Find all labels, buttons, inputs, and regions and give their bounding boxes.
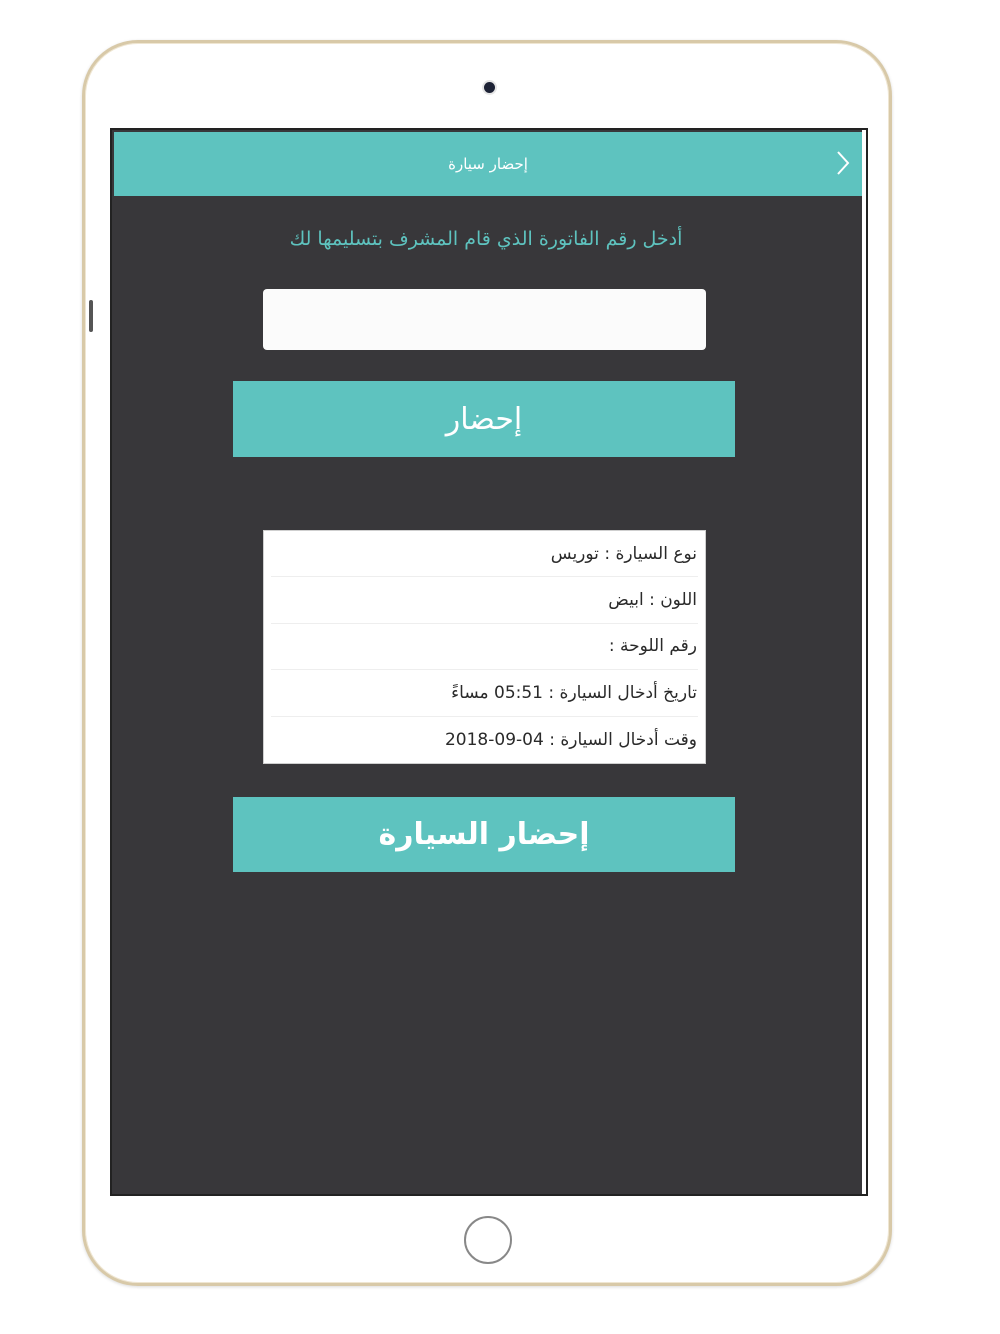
detail-row-entry-date: تاريخ أدخال السيارة : 05:51 مساءً — [271, 670, 698, 716]
camera-icon — [484, 82, 495, 93]
back-button[interactable] — [828, 148, 858, 178]
page-title: إحضار سيارة — [448, 155, 528, 173]
invoice-number-input[interactable] — [263, 289, 706, 350]
car-details-card — [263, 530, 706, 764]
navigation-bar — [114, 132, 862, 196]
detail-row-color: اللون : ابيض — [271, 577, 698, 623]
instruction-text: أدخل رقم الفاتورة الذي قام المشرف بتسليمها لك — [289, 228, 683, 250]
detail-row-entry-time: وقت أدخال السيارة : 04-09-2018 — [444, 729, 697, 750]
detail-row-plate: رقم اللوحة : — [271, 624, 698, 670]
side-button — [89, 300, 93, 332]
app-screen — [110, 128, 868, 1196]
home-button[interactable] — [464, 1216, 512, 1264]
detail-row-car-type: نوع السيارة : توريس — [271, 531, 698, 577]
screen-edge — [862, 130, 866, 1194]
bring-car-button[interactable]: إحضار السيارة — [233, 797, 735, 872]
chevron-right-icon — [836, 150, 850, 176]
fetch-button[interactable]: إحضار — [233, 381, 735, 457]
